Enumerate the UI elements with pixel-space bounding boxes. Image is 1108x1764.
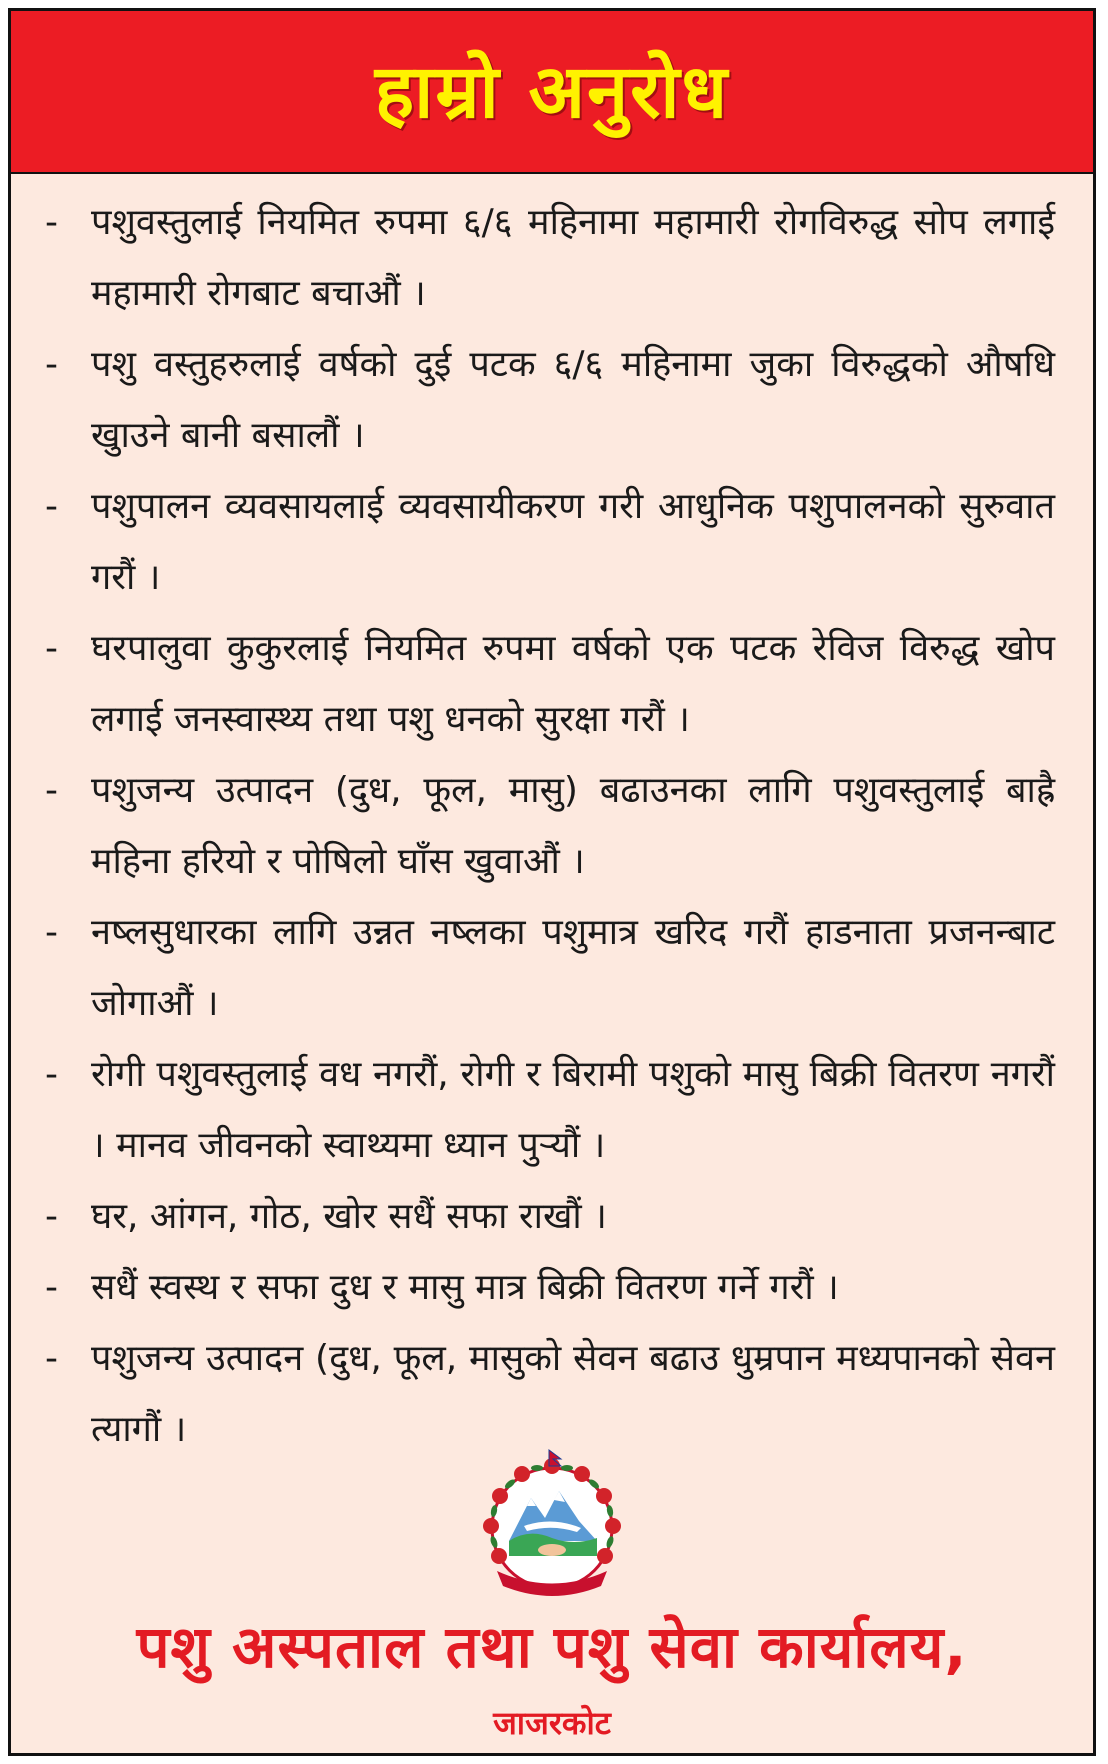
list-item — [11, 613, 1093, 755]
header-banner — [11, 11, 1093, 174]
list-item — [11, 187, 1093, 329]
list-item — [11, 897, 1093, 1039]
list-item — [11, 1039, 1093, 1181]
office-name: पशु अस्पताल तथा पशु सेवा कार्यालय, — [136, 1613, 968, 1681]
notice-panel — [8, 8, 1096, 1756]
bullet-dash: - — [45, 912, 58, 953]
list-item — [11, 1252, 1093, 1323]
list-item-text: पशु वस्तुहरुलाई वर्षको दुई पटक ६/६ महिनामा जुका विरुद्धको औषधि खुाउने बानी बसालौं । — [91, 344, 1055, 456]
list-item-text: पशुपालन व्यवसायलाई व्यवसायीकरण गरी आधुनिक पशुपालनको सुरुवात गरौं । — [91, 486, 1055, 598]
list-item-text: नष्लसुधारका लागि उन्नत नष्लका पशुमात्र खरिद गरौं हाडनाता प्रजनन्बाट जोगाऔं । — [91, 912, 1055, 1024]
list-item-text: पशुजन्य उत्पादन (दुध, फूल, मासुको सेवन बढाउ धुम्रपान मध्यपानको सेवन त्यागौं । — [91, 1338, 1055, 1450]
request-list — [11, 187, 1093, 1465]
bullet-dash: - — [45, 486, 58, 527]
office-location: जाजरकोट — [493, 1704, 611, 1742]
bullet-dash: - — [45, 1338, 58, 1379]
list-item — [11, 1181, 1093, 1252]
list-item-text: घर, आंगन, गोठ, खोर सधैं सफा राखौं । — [91, 1196, 607, 1237]
bullet-dash: - — [45, 1267, 58, 1308]
bullet-dash: - — [45, 628, 58, 669]
nepal-coat-of-arms-icon — [469, 1446, 635, 1606]
list-item-text: पशुवस्तुलाई नियमित रुपमा ६/६ महिनामा महामारी रोगविरुद्ध सोप लगाई महामारी रोगबाट बचाऔं । — [91, 202, 1055, 314]
bullet-dash: - — [45, 1196, 58, 1237]
list-item — [11, 471, 1093, 613]
bullet-dash: - — [45, 202, 58, 243]
list-item-text: रोगी पशुवस्तुलाई वध नगरौं, रोगी र बिरामी पशुको मासु बिक्री वितरण नगरौं । मानव जीवनको स्वाथ्यमा ध्यान पुर्‍यौं । — [91, 1054, 1055, 1166]
bullet-dash: - — [45, 344, 58, 385]
bullet-dash: - — [45, 770, 58, 811]
list-item-text: घरपालुवा कुकुरलाई नियमित रुपमा वर्षको एक पटक रेविज विरुद्ध खोप लगाई जनस्वास्थ्य तथा पशु धनको सुरक्षा गरौं । — [91, 628, 1055, 740]
bullet-dash: - — [45, 1054, 58, 1095]
list-item — [11, 329, 1093, 471]
list-item-text: सधैं स्वस्थ र सफा दुध र मासु मात्र बिक्री वितरण गर्ने गरौं । — [91, 1267, 839, 1308]
list-item-text: पशुजन्य उत्पादन (दुध, फूल, मासु) बढाउनका लागि पशुवस्तुलाई बाह्रै महिना हरियो र पोषिलो घाँस खुवाऔं । — [91, 770, 1055, 882]
list-item — [11, 1323, 1093, 1465]
list-item — [11, 755, 1093, 897]
page-title: हाम्रो अनुरोध — [374, 48, 730, 135]
